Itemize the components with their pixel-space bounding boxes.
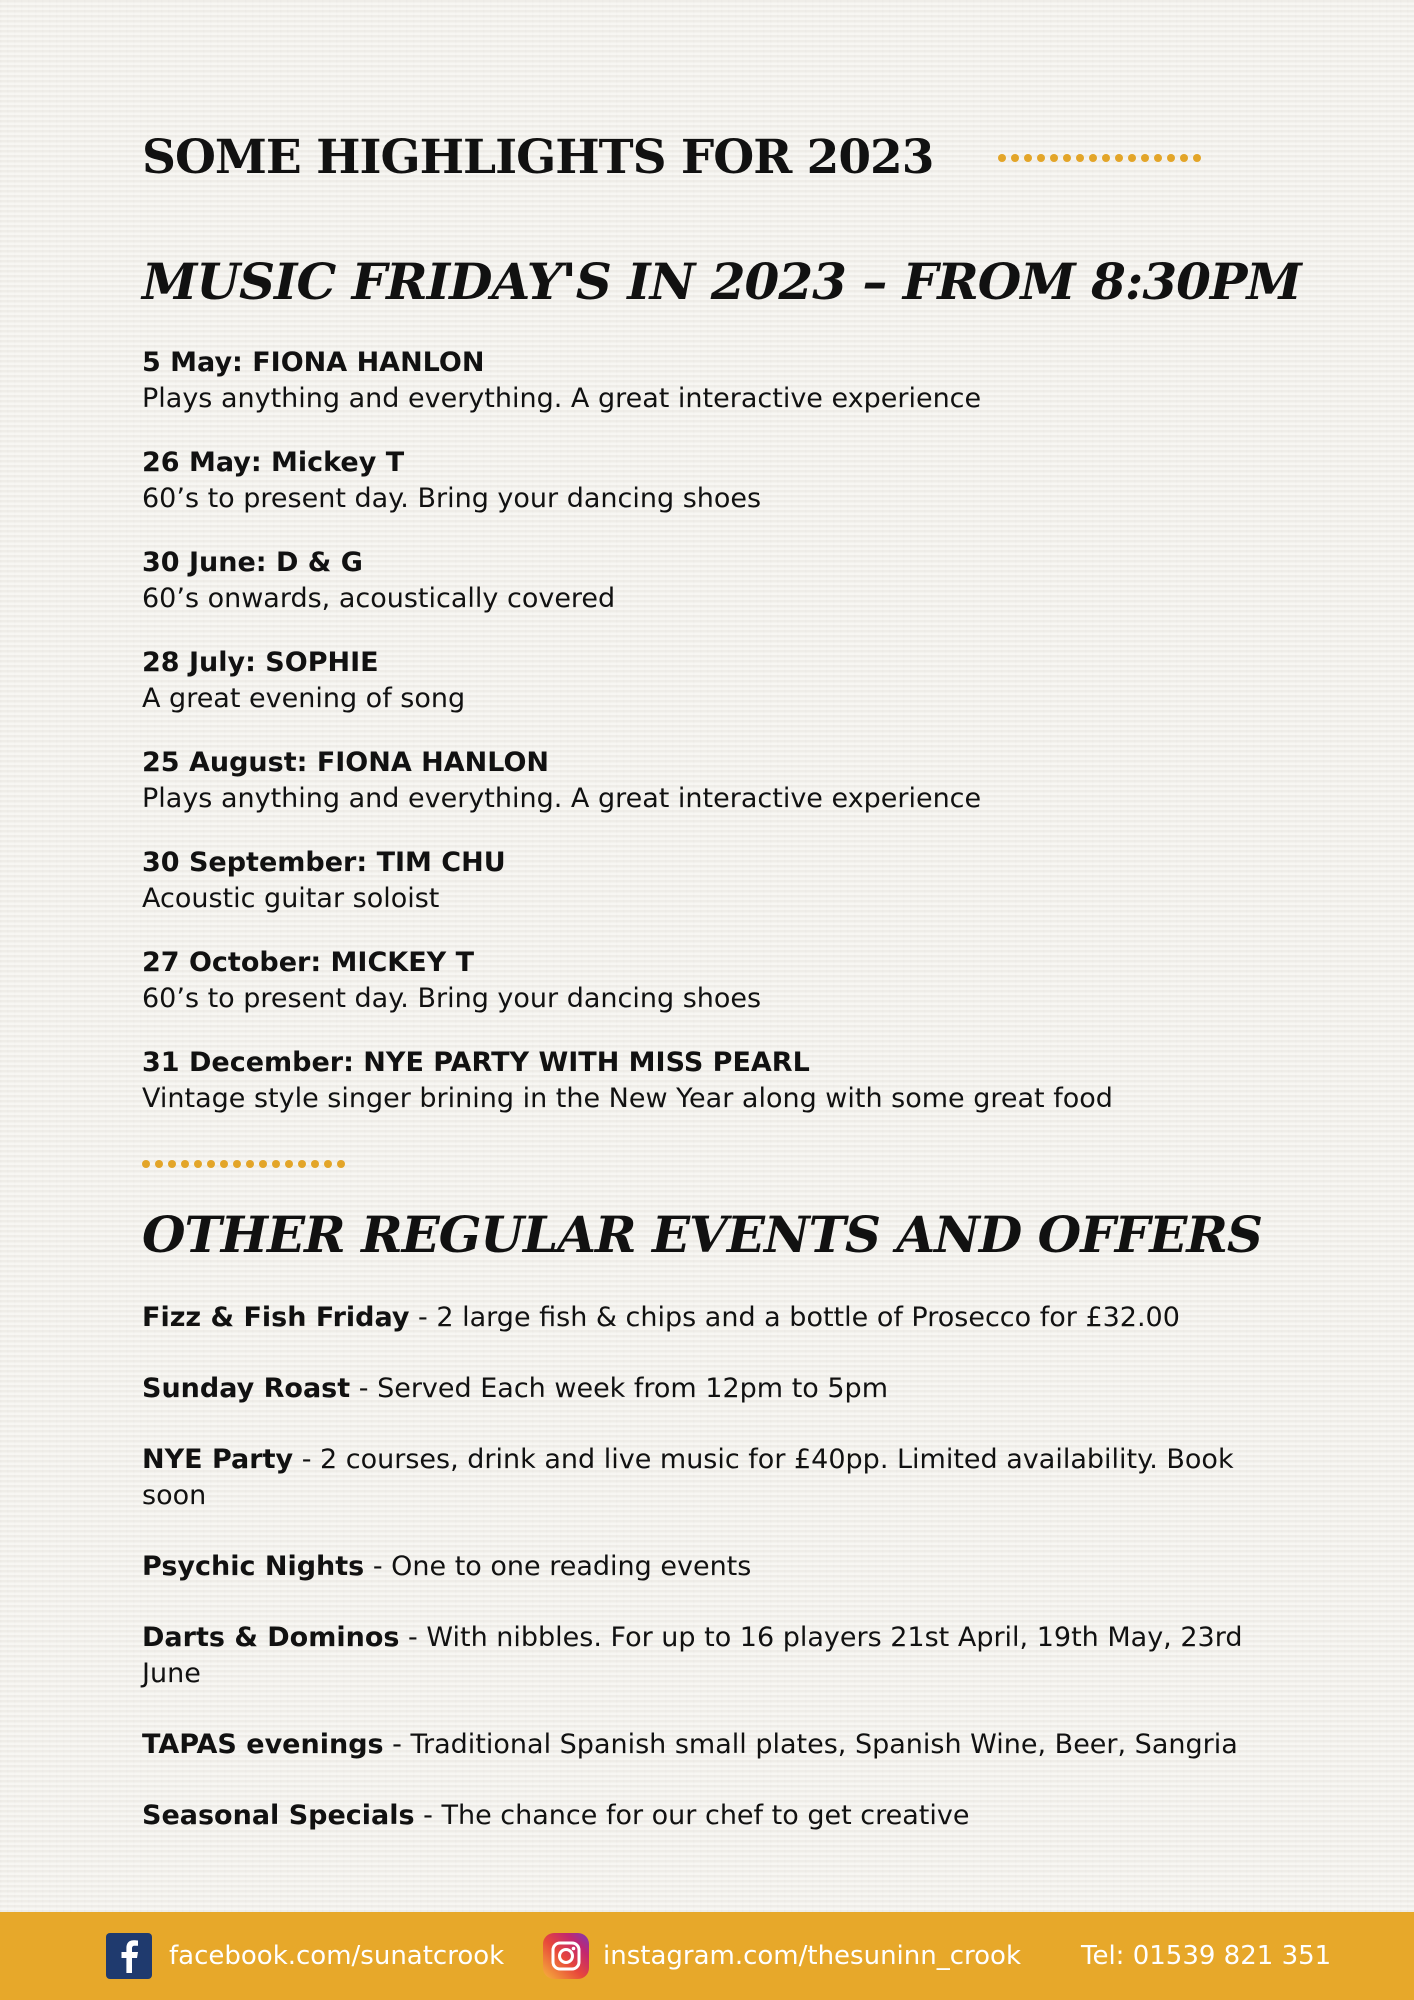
instagram-link[interactable] [543, 1912, 1021, 2000]
offer-detail: - One to one reading events [364, 1551, 752, 1582]
offer-detail: - Traditional Spanish small plates, Spanish Wine, Beer, Sangria [383, 1729, 1238, 1760]
page-title: SOME HIGHLIGHTS FOR 2023 [142, 130, 934, 185]
list-item [142, 1300, 1272, 1336]
gig-heading: 5 May: FIONA HANLON [142, 347, 485, 378]
gig-heading: 25 August: FIONA HANLON [142, 747, 550, 778]
facebook-link[interactable] [106, 1912, 504, 2000]
gig-description: A great evening of song [142, 683, 466, 714]
other-events-heading: OTHER REGULAR EVENTS AND OFFERS [142, 1205, 1262, 1264]
offer-name: TAPAS evenings [142, 1729, 384, 1760]
offer-name: Seasonal Specials [142, 1800, 415, 1831]
list-item [142, 545, 1272, 645]
offer-detail: - 2 courses, drink and live music for £40pp. Limited availability. Book soon [142, 1444, 1234, 1511]
list-item [142, 445, 1272, 545]
offer-name: Psychic Nights [142, 1551, 365, 1582]
list-item [142, 1371, 1272, 1407]
gig-list [142, 345, 1272, 1145]
gig-heading: 26 May: Mickey T [142, 447, 405, 478]
gig-heading: 30 June: D & G [142, 547, 363, 578]
gig-description: Plays anything and everything. A great interactive experience [142, 383, 982, 414]
offer-name: NYE Party [142, 1444, 294, 1475]
offer-detail: - 2 large fish & chips and a bottle of Prosecco for £32.00 [409, 1302, 1180, 1333]
list-item [142, 1549, 1272, 1585]
gig-description: 60’s onwards, acoustically covered [142, 583, 616, 614]
list-item [142, 945, 1272, 1045]
offer-name: Fizz & Fish Friday [142, 1302, 410, 1333]
list-item [142, 1798, 1272, 1834]
gig-description: Vintage style singer brining in the New Year along with some great food [142, 1083, 1113, 1114]
gig-description: 60’s to present day. Bring your dancing shoes [142, 483, 762, 514]
gig-heading: 28 July: SOPHIE [142, 647, 379, 678]
instagram-icon [543, 1933, 589, 1979]
gig-description: Plays anything and everything. A great interactive experience [142, 783, 982, 814]
gig-description: 60’s to present day. Bring your dancing shoes [142, 983, 762, 1014]
facebook-url: facebook.com/sunatcrook [169, 1941, 505, 1971]
list-item [142, 345, 1272, 445]
list-item [142, 1045, 1272, 1145]
decorative-dots-divider [142, 1160, 350, 1170]
phone-text: Tel: 01539 821 351 [1081, 1941, 1332, 1971]
phone-number[interactable] [1081, 1912, 1331, 2000]
offer-detail: - Served Each week from 12pm to 5pm [350, 1373, 888, 1404]
list-item [142, 845, 1272, 945]
facebook-icon [106, 1933, 152, 1979]
gig-description: Acoustic guitar soloist [142, 883, 440, 914]
decorative-dots-top [998, 154, 1206, 164]
list-item [142, 645, 1272, 745]
offer-list [142, 1300, 1272, 1869]
list-item [142, 1442, 1272, 1514]
list-item [142, 1620, 1272, 1692]
instagram-url: instagram.com/thesuninn_crook [603, 1941, 1022, 1971]
gig-heading: 27 October: MICKEY T [142, 947, 475, 978]
offer-detail: - With nibbles. For up to 16 players 21st April, 19th May, 23rd June [142, 1622, 1243, 1689]
list-item [142, 745, 1272, 845]
offer-name: Darts & Dominos [142, 1622, 400, 1653]
offer-name: Sunday Roast [142, 1373, 351, 1404]
gig-heading: 30 September: TIM CHU [142, 847, 506, 878]
gig-heading: 31 December: NYE PARTY WITH MISS PEARL [142, 1047, 810, 1078]
music-fridays-heading: MUSIC FRIDAY'S IN 2023 – FROM 8:30PM [142, 252, 1301, 311]
list-item [142, 1727, 1272, 1763]
footer-bar [0, 1912, 1414, 2000]
offer-detail: - The chance for our chef to get creative [414, 1800, 970, 1831]
